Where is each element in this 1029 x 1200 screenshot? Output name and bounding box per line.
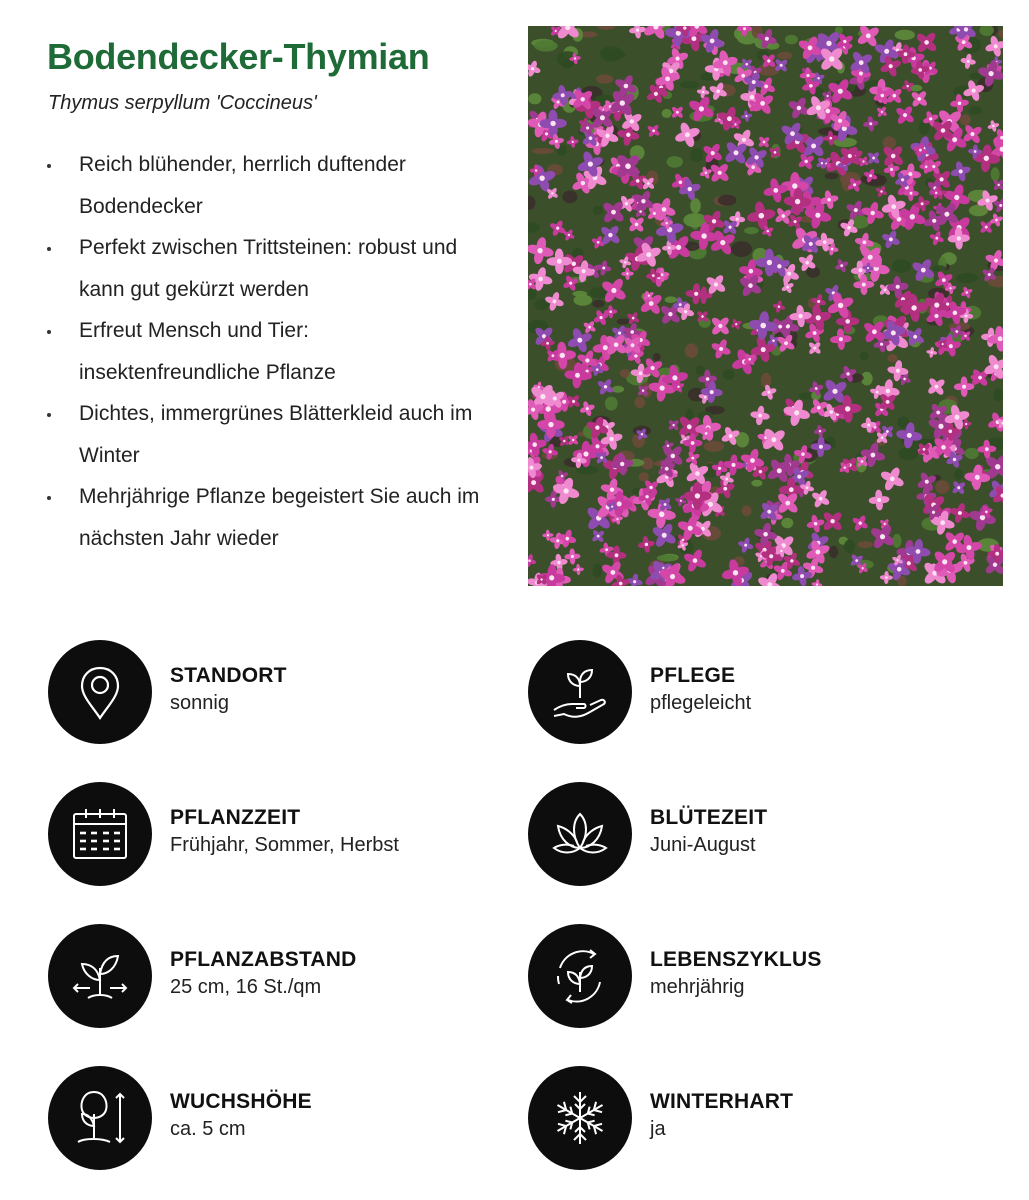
- attr-pflanzzeit: [48, 782, 478, 888]
- calendar-icon: [48, 782, 152, 886]
- latin-name: Thymus serpyllum 'Coccineus': [48, 92, 317, 114]
- attr-value: ca. 5 cm: [170, 1118, 246, 1140]
- attr-label: STANDORT: [170, 664, 287, 687]
- snowflake-icon: [528, 1066, 632, 1170]
- feature-item: Reich blühender, herrlich duftender Bodendecker: [44, 144, 494, 227]
- feature-item: Dichtes, immergrünes Blätterkleid auch im Winter: [44, 393, 494, 476]
- product-title: Bodendecker-Thymian: [47, 36, 430, 77]
- attr-value: Juni-August: [650, 834, 756, 856]
- attr-value: mehrjährig: [650, 976, 745, 998]
- feature-item: Perfekt zwischen Trittsteinen: robust und kann gut gekürzt werden: [44, 227, 494, 310]
- attr-label: PFLEGE: [650, 664, 736, 687]
- attr-label: BLÜTEZEIT: [650, 806, 768, 829]
- attr-label: WUCHSHÖHE: [170, 1090, 312, 1113]
- attr-value: ja: [650, 1118, 666, 1140]
- feature-list: [44, 144, 494, 559]
- attr-value: pflegeleicht: [650, 692, 752, 714]
- plant-cycle-icon: [528, 924, 632, 1028]
- attr-label: PFLANZABSTAND: [170, 948, 357, 971]
- plant-spacing-icon: [48, 924, 152, 1028]
- attr-label: WINTERHART: [650, 1090, 794, 1113]
- attr-value: 25 cm, 16 St./qm: [170, 976, 322, 998]
- feature-item: Erfreut Mensch und Tier: insektenfreundliche Pflanze: [44, 310, 494, 393]
- lotus-flower-icon: [528, 782, 632, 886]
- thyme-flowers-photo: [528, 26, 1003, 586]
- product-photo: [528, 26, 1003, 586]
- attr-pflege: [528, 640, 958, 746]
- attr-winterhart: [528, 1066, 958, 1172]
- attr-label: LEBENSZYKLUS: [650, 948, 822, 971]
- location-pin-icon: [48, 640, 152, 744]
- attr-bluetezeit: [528, 782, 958, 888]
- feature-item: Mehrjährige Pflanze begeistert Sie auch im nächsten Jahr wieder: [44, 476, 494, 559]
- attr-standort: [48, 640, 478, 746]
- attr-value: Frühjahr, Sommer, Herbst: [170, 834, 399, 856]
- attr-wuchshoehe: [48, 1066, 478, 1172]
- tree-height-icon: [48, 1066, 152, 1170]
- attr-label: PFLANZZEIT: [170, 806, 301, 829]
- attr-lebenszyklus: [528, 924, 958, 1030]
- attr-value: sonnig: [170, 692, 229, 714]
- hand-seedling-icon: [528, 640, 632, 744]
- attr-pflanzabstand: [48, 924, 478, 1030]
